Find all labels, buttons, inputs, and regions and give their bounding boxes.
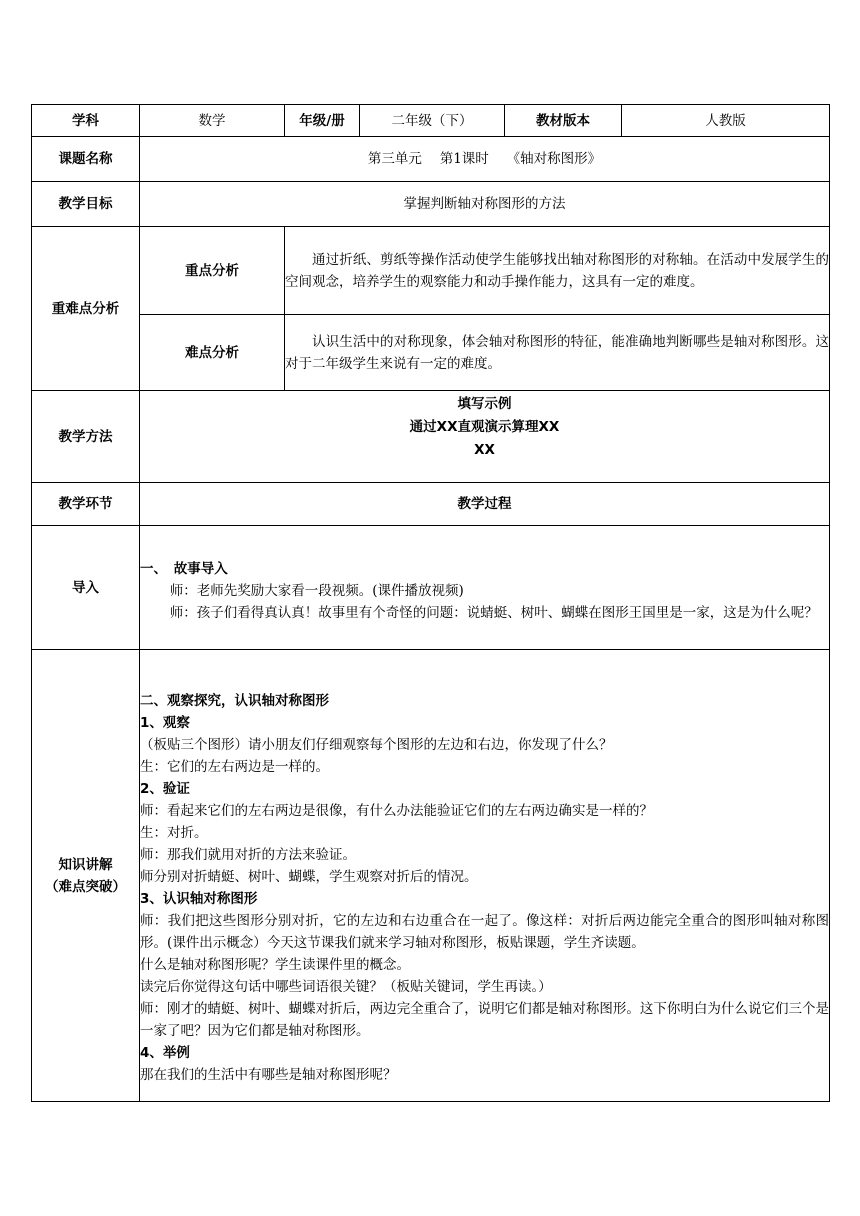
key-analysis-text [285, 227, 830, 315]
verify-line-2: 生：对折。 [140, 824, 208, 841]
topic-row [32, 137, 830, 182]
intro-label: 导入 [32, 526, 140, 650]
difficult-analysis-text [285, 315, 830, 391]
verify-title: 2、验证 [140, 780, 190, 797]
intro-heading: 一、 故事导入 [140, 560, 228, 577]
verify-line-1: 师：看起来它们的左右两边是很像，有什么办法能验证它们的左右两边确实是一样的？ [140, 802, 653, 819]
concept-line-1: 师：我们把这些图形分别对折，它的左边和右边重合在一起了。像这样：对折后两边能完全重合的图形叫轴对称图形。(课件出示概念）今天这节课我们就来学习轴对称图形，板贴课题，学生齐读题。 [140, 912, 829, 951]
intro-line-1: 师：老师先奖励大家看一段视频。(课件播放视频) [169, 582, 464, 599]
method-label: 教学方法 [32, 391, 140, 483]
grade-value: 二年级（下） [360, 105, 505, 137]
header-row [32, 105, 830, 137]
method-line-3: XX [474, 442, 495, 458]
difficult-analysis-row [32, 315, 830, 391]
goal-label: 教学目标 [32, 182, 140, 227]
knowledge-heading: 二、观察探究，认识轴对称图形 [140, 692, 329, 709]
knowledge-label-line-2: （难点突破） [45, 878, 126, 895]
intro-content [140, 526, 830, 650]
key-analysis-row [32, 227, 830, 315]
concept-line-3: 读完后你觉得这句话中哪些词语很关键？（板贴关键词，学生再读。） [140, 978, 552, 995]
method-content [140, 391, 830, 483]
concept-line-4: 师：刚才的蜻蜓、树叶、蝴蝶对折后，两边完全重合了，说明它们都是轴对称图形。这下你明白为什么说它们三个是一家了吧？因为它们都是轴对称图形。 [140, 1000, 829, 1039]
observe-title: 1、观察 [140, 714, 190, 731]
subject-value: 数学 [140, 105, 285, 137]
knowledge-label [32, 650, 140, 1102]
knowledge-label-line-1: 知识讲解 [58, 856, 113, 873]
goal-row [32, 182, 830, 227]
key-analysis-paragraph: 通过折纸、剪纸等操作活动使学生能够找出轴对称图形的对称轴。在活动中发展学生的空间观念，培养学生的观察能力和动手操作能力，这具有一定的难度。 [285, 251, 829, 290]
key-analysis-label: 重点分析 [140, 227, 285, 315]
difficult-analysis-label: 难点分析 [140, 315, 285, 391]
textbook-value: 人教版 [622, 105, 830, 137]
textbook-label: 教材版本 [505, 105, 622, 137]
example-line-1: 那在我们的生活中有哪些是轴对称图形呢？ [140, 1066, 397, 1083]
topic-label: 课题名称 [32, 137, 140, 182]
verify-line-4: 师分别对折蜻蜓、树叶、蝴蝶，学生观察对折后的情况。 [140, 868, 478, 885]
process-header-row [32, 483, 830, 526]
method-line-2: 通过XX直观演示算理XX [409, 419, 560, 435]
process-step-label: 教学环节 [32, 483, 140, 526]
goal-value: 掌握判断轴对称图形的方法 [140, 182, 830, 227]
intro-line-2: 师：孩子们看得真认真！故事里有个奇怪的问题：说蜻蜓、树叶、蝴蝶在图形王国里是一家，这是为什么呢？ [169, 604, 818, 621]
knowledge-content [140, 650, 830, 1102]
example-title: 4、举例 [140, 1044, 190, 1061]
concept-line-2: 什么是轴对称图形呢？学生读课件里的概念。 [140, 956, 410, 973]
lesson-plan-table [31, 104, 830, 1102]
subject-label: 学科 [32, 105, 140, 137]
difficult-analysis-paragraph: 认识生活中的对称现象，体会轴对称图形的特征，能准确地判断哪些是轴对称图形。这对于二年级学生来说有一定的难度。 [285, 333, 829, 372]
concept-title: 3、认识轴对称图形 [140, 890, 258, 907]
intro-row [32, 526, 830, 650]
observe-line-2: 生：它们的左右两边是一样的。 [140, 758, 329, 775]
process-label: 教学过程 [140, 483, 830, 526]
knowledge-row [32, 650, 830, 1102]
verify-line-3: 师：那我们就用对折的方法来验证。 [140, 846, 356, 863]
topic-value: 第三单元 第1课时 《轴对称图形》 [140, 137, 830, 182]
method-row [32, 391, 830, 483]
method-line-1: 填写示例 [457, 396, 512, 412]
observe-line-1: （板贴三个图形）请小朋友们仔细观察每个图形的左边和右边，你发现了什么？ [140, 736, 613, 753]
grade-label: 年级/册 [285, 105, 360, 137]
analysis-label: 重难点分析 [32, 227, 140, 391]
